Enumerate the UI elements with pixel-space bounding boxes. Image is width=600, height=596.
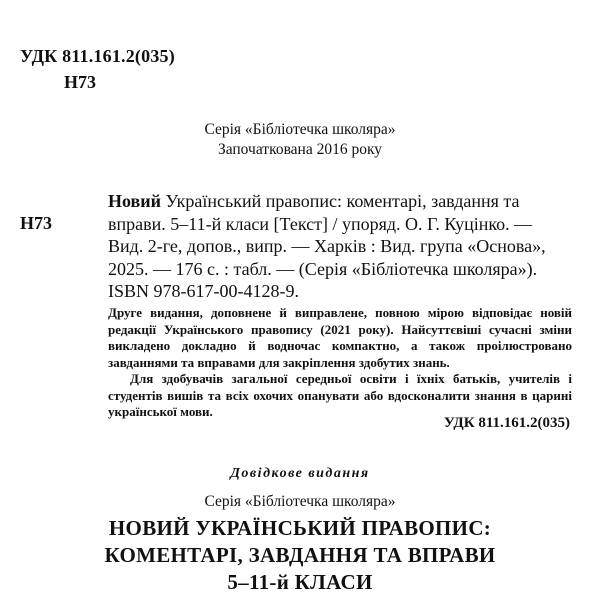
- series-bottom: Серія «Бібліотечка школяра»: [204, 493, 396, 510]
- record-line-1: [108, 190, 578, 213]
- annotation-paragraph-2: Для здобувачів загальної середньої освіти і їхніх батьків, учителів і студентів вишів та всіх охочих опанувати або вдосконалити знання в царині української мови.: [108, 371, 572, 419]
- book-title: [0, 515, 600, 596]
- author-code-record: Н73: [20, 213, 53, 233]
- annotation-paragraph-1: Друге видання, доповнене й виправлене, повною мірою відповідає новій редакції Українського правопису (2021 року). Найсуттєвіші сучасні зміни викладено докладно й водночас компактно, а також проілюстровано завданнями та вправами для закріплення здобутих знань.: [108, 305, 572, 370]
- record-line-4: 2025. — 176 с. : табл. — (Серія «Бібліотечка школяра»).: [108, 258, 538, 279]
- record-title-rest: Український правопис: коментарі, завдання та: [161, 191, 520, 211]
- series-name: Серія «Бібліотечка школяра»: [204, 121, 396, 138]
- book-title-line-3: 5–11-й КЛАСИ: [227, 570, 373, 594]
- record-title-lead: Новий: [108, 191, 162, 211]
- bibliographic-record: [108, 190, 578, 280]
- reference-edition-label: Довідкове видання: [230, 466, 370, 481]
- series-block: [0, 120, 600, 160]
- udk-code-bottom: УДК 811.161.2(035): [443, 415, 570, 431]
- udk-code-top: УДК 811.161.2(035): [20, 46, 175, 66]
- annotation: [108, 305, 572, 421]
- record-line-2: вправи. 5–11-й класи [Текст] / упоряд. О. Г. Куцінко. —: [108, 213, 533, 234]
- isbn: ISBN 978-617-00-4128-9.: [108, 281, 299, 301]
- record-line-3: Вид. 2-ге, допов., випр. — Харків : Вид. група «Основа»,: [108, 236, 546, 256]
- series-started: Започаткована 2016 року: [217, 141, 383, 158]
- book-title-line-2: КОМЕНТАРІ, ЗАВДАННЯ ТА ВПРАВИ: [104, 543, 496, 567]
- book-title-line-1: НОВИЙ УКРАЇНСЬКИЙ ПРАВОПИС:: [108, 516, 492, 540]
- author-code-top: Н73: [64, 72, 97, 92]
